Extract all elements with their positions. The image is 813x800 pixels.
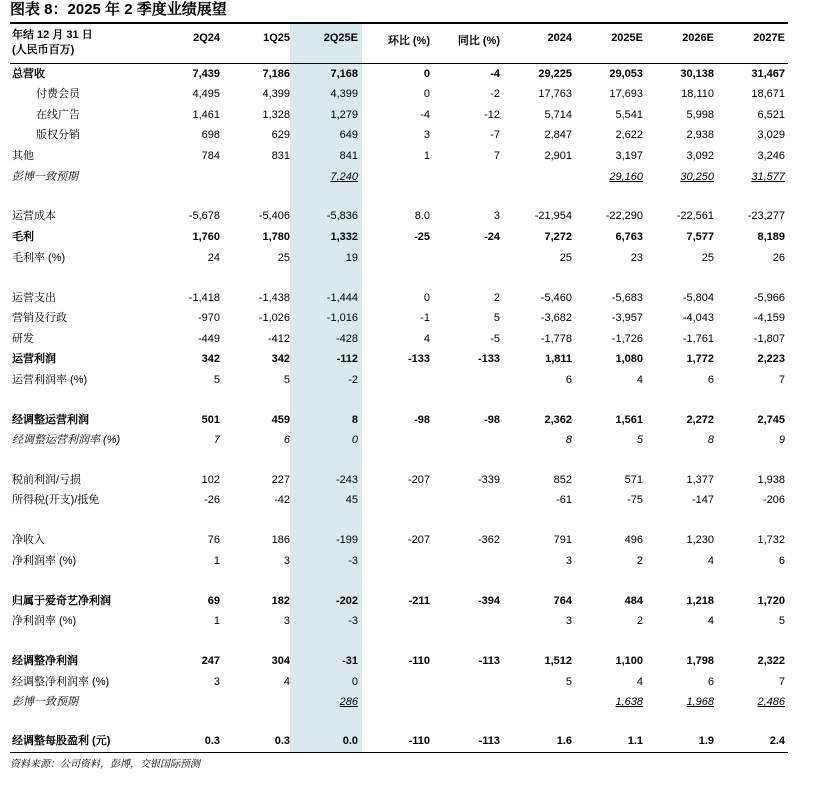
row-label: 运营利润率 (%): [12, 374, 88, 386]
cell-1q25: -1,026: [258, 312, 290, 324]
row-label: 归属于爱奇艺净利润: [12, 595, 111, 607]
cell-2025e: 2: [636, 555, 643, 567]
cell-2q25e: 7,168: [330, 68, 358, 80]
cell-2q25e: -1,444: [326, 292, 358, 304]
cell-1q25: 227: [271, 474, 290, 486]
cell-2026e: 3,092: [686, 150, 714, 162]
row-label: 总营收: [12, 68, 45, 80]
cell-2026e: 6: [707, 374, 714, 386]
cell-2q24: 1,760: [192, 231, 220, 243]
cell-yoy: -113: [478, 735, 500, 747]
cell-2025e: 1,638: [615, 696, 643, 708]
row-label: 净利润率 (%): [12, 615, 77, 627]
cell-1q25: 459: [271, 414, 290, 426]
row-label: 经调整每股盈利 (元): [12, 735, 111, 747]
cell-1q25: 3: [283, 615, 290, 627]
cell-2q25e: 0.0: [342, 735, 358, 747]
cell-2025e: 29,160: [609, 171, 643, 183]
cell-2027e: -23,277: [747, 210, 785, 222]
table-row: [10, 490, 788, 510]
cell-2024: 1,811: [545, 353, 572, 365]
table-row: [10, 410, 788, 430]
cell-2027e: -4,159: [753, 312, 785, 324]
cell-2027e: 1,938: [757, 474, 785, 486]
row-label: 净利润率 (%): [12, 555, 77, 567]
cell-2024: 6: [565, 374, 572, 386]
cell-2024: 7,272: [544, 231, 572, 243]
cell-yoy: 7: [493, 150, 500, 162]
cell-2024: 791: [553, 534, 572, 546]
cell-2024: 2,901: [544, 150, 572, 162]
cell-2024: 2,362: [544, 414, 572, 426]
cell-1q25: 6: [283, 434, 290, 446]
cell-2q24: -26: [204, 494, 220, 506]
cell-2q25e: -243: [335, 474, 358, 486]
cell-2q25e: -2: [348, 374, 358, 386]
cell-2q24: 76: [207, 534, 220, 546]
cell-qoq: -110: [408, 735, 430, 747]
cell-2q25e: -3: [348, 555, 358, 567]
cell-yoy: 3: [493, 210, 500, 222]
cell-2026e: -147: [691, 494, 714, 506]
table-row: [10, 227, 788, 247]
cell-2q25e: 8: [351, 414, 358, 426]
column-header-2q24: 2Q24: [193, 32, 220, 44]
cell-2q25e: -31: [342, 655, 358, 667]
cell-2026e: 25: [701, 252, 714, 264]
row-label: 所得税(开支)/抵免: [12, 494, 100, 506]
cell-2027e: 2,223: [757, 353, 785, 365]
column-header-2027e: 2027E: [753, 32, 785, 44]
cell-2025e: 4: [636, 676, 643, 688]
cell-2024: 3: [565, 615, 572, 627]
cell-yoy: -24: [484, 231, 500, 243]
cell-2q24: 342: [201, 353, 220, 365]
cell-2025e: 4: [636, 374, 643, 386]
cell-2q25e: 1,279: [330, 109, 358, 121]
cell-2q24: 698: [201, 129, 220, 141]
cell-yoy: -339: [477, 474, 500, 486]
cell-2025e: 1,100: [615, 655, 643, 667]
row-label: 营销及行政: [12, 312, 67, 324]
row-label: 付费会员: [36, 88, 80, 100]
cell-2024: 852: [553, 474, 572, 486]
cell-qoq: 0: [423, 88, 430, 100]
table-row: [10, 470, 788, 490]
cell-2025e: 1.1: [627, 735, 643, 747]
cell-qoq: 4: [423, 333, 430, 345]
column-header-yoy: 同比 (%): [457, 35, 500, 47]
row-label: 税前利润/亏损: [12, 474, 82, 486]
cell-2027e: 3,246: [757, 150, 785, 162]
cell-2025e: 23: [630, 252, 643, 264]
cell-2026e: 1,772: [686, 353, 714, 365]
cell-2026e: 1,377: [686, 474, 714, 486]
cell-2027e: 2,486: [757, 696, 785, 708]
cell-2q25e: -428: [335, 333, 358, 345]
cell-2026e: -5,804: [682, 292, 714, 304]
cell-2027e: -1,807: [753, 333, 785, 345]
cell-qoq: 0: [423, 292, 430, 304]
cell-2024: 3: [565, 555, 572, 567]
cell-2026e: 8: [707, 434, 714, 446]
cell-2q25e: 4,399: [330, 88, 358, 100]
cell-2027e: 18,671: [751, 88, 785, 100]
cell-2q25e: -1,016: [326, 312, 358, 324]
cell-2026e: 5,998: [686, 109, 714, 121]
cell-2q25e: 0: [351, 676, 358, 688]
table-row: [10, 288, 788, 308]
cell-1q25: 5: [283, 374, 290, 386]
cell-2024: 764: [553, 595, 572, 607]
cell-2q25e: -199: [335, 534, 358, 546]
cell-2024: -61: [556, 494, 572, 506]
cell-2q25e: 649: [339, 129, 358, 141]
row-label: 经调整运营利润: [12, 414, 89, 426]
cell-yoy: -12: [484, 109, 500, 121]
table-row: [10, 167, 788, 187]
table-row: [10, 349, 788, 369]
cell-2027e: 2,745: [757, 414, 785, 426]
cell-2027e: 31,577: [751, 171, 785, 183]
cell-2025e: -5,683: [611, 292, 643, 304]
cell-2q25e: 45: [345, 494, 358, 506]
row-label: 彭博一致预期: [12, 171, 78, 183]
cell-yoy: -5: [490, 333, 500, 345]
cell-2026e: 1,968: [686, 696, 714, 708]
cell-2025e: -22,290: [605, 210, 643, 222]
cell-2q24: 3: [213, 676, 220, 688]
table-row: [10, 64, 788, 84]
cell-2025e: 3,197: [615, 150, 643, 162]
cell-2q25e: 7,240: [330, 171, 358, 183]
cell-2027e: 2,322: [757, 655, 785, 667]
table-row: [10, 206, 788, 226]
cell-2026e: -4,043: [682, 312, 714, 324]
cell-2027e: 26: [772, 252, 785, 264]
cell-1q25: 7,186: [262, 68, 290, 80]
cell-2026e: 18,110: [681, 88, 714, 100]
cell-2q24: 1,461: [192, 109, 220, 121]
table-row: [10, 591, 788, 611]
cell-1q25: 0.3: [274, 735, 290, 747]
table-row: [10, 146, 788, 166]
cell-2025e: 2,622: [615, 129, 643, 141]
row-label: 运营利润: [12, 353, 56, 365]
cell-1q25: -42: [274, 494, 290, 506]
column-header-2q25e: 2Q25E: [323, 32, 358, 44]
cell-2q25e: -202: [335, 595, 358, 607]
cell-2024: -3,682: [540, 312, 572, 324]
cell-2q25e: -3: [348, 615, 358, 627]
source-note: 资料来源：公司资料，彭博，交银国际预测: [10, 759, 200, 770]
cell-2q24: -449: [197, 333, 220, 345]
cell-2027e: 1,720: [757, 595, 785, 607]
cell-2q24: 7,439: [192, 68, 220, 80]
cell-2027e: 8,189: [757, 231, 785, 243]
cell-2024: -21,954: [534, 210, 572, 222]
table-row: [10, 370, 788, 390]
cell-1q25: -412: [267, 333, 290, 345]
cell-1q25: 831: [271, 150, 290, 162]
cell-2026e: -1,761: [682, 333, 714, 345]
cell-2q24: -1,418: [188, 292, 220, 304]
cell-1q25: 4: [283, 676, 290, 688]
cell-2q25e: 19: [345, 252, 358, 264]
row-label: 在线广告: [36, 109, 80, 121]
cell-2q25e: -5,836: [326, 210, 358, 222]
cell-2026e: 4: [707, 615, 714, 627]
cell-2027e: 5: [778, 615, 785, 627]
row-label: 彭博一致预期: [12, 696, 78, 708]
cell-1q25: 186: [271, 534, 290, 546]
cell-yoy: -133: [477, 353, 500, 365]
cell-1q25: 629: [271, 129, 290, 141]
cell-2q25e: -112: [336, 353, 358, 365]
row-label: 经调整运营利润率 (%): [12, 434, 121, 446]
cell-2026e: 1.9: [698, 735, 714, 747]
cell-2027e: 6,521: [757, 109, 785, 121]
cell-2026e: 6: [707, 676, 714, 688]
cell-yoy: 5: [493, 312, 500, 324]
cell-2024: 1.6: [556, 735, 572, 747]
cell-2025e: -3,957: [611, 312, 643, 324]
row-label: 经调整净利润: [12, 655, 78, 667]
cell-yoy: -2: [490, 88, 500, 100]
title-divider: [10, 22, 788, 24]
cell-2q24: 247: [201, 655, 220, 667]
cell-qoq: -207: [407, 534, 430, 546]
row-label: 其他: [12, 150, 34, 162]
cell-2025e: 1,080: [615, 353, 643, 365]
cell-2025e: 1,561: [615, 414, 643, 426]
cell-2027e: 2.4: [769, 735, 785, 747]
cell-yoy: -362: [477, 534, 500, 546]
cell-yoy: -7: [490, 129, 500, 141]
column-header-2025e: 2025E: [611, 32, 643, 44]
cell-2027e: 7: [778, 374, 785, 386]
cell-2027e: 3,029: [757, 129, 785, 141]
cell-qoq: -98: [414, 414, 430, 426]
column-header-qoq: 环比 (%): [387, 35, 430, 47]
cell-qoq: -25: [414, 231, 430, 243]
cell-2q24: 102: [201, 474, 220, 486]
header-label-unit: (人民币百万): [12, 44, 75, 56]
cell-2q24: 784: [201, 150, 220, 162]
table-row: [10, 731, 788, 751]
table-row: [10, 308, 788, 328]
cell-qoq: 0: [423, 68, 430, 80]
cell-1q25: 4,399: [262, 88, 290, 100]
cell-2q24: 7: [213, 434, 220, 446]
row-label: 运营支出: [12, 292, 56, 304]
cell-2025e: 6,763: [615, 231, 643, 243]
table-row: [10, 125, 788, 145]
cell-2027e: -206: [762, 494, 785, 506]
row-label: 毛利率 (%): [12, 252, 66, 264]
row-label: 研发: [12, 333, 34, 345]
cell-qoq: -133: [407, 353, 430, 365]
table-row: [10, 248, 788, 268]
cell-2027e: -5,966: [753, 292, 785, 304]
cell-2q24: 0.3: [204, 735, 220, 747]
cell-qoq: 3: [423, 129, 430, 141]
cell-1q25: 182: [271, 595, 290, 607]
cell-2025e: 484: [624, 595, 643, 607]
cell-1q25: 1,780: [262, 231, 290, 243]
cell-2024: 8: [565, 434, 572, 446]
cell-2q25e: 1,332: [330, 231, 358, 243]
cell-2027e: 6: [778, 555, 785, 567]
cell-yoy: 2: [493, 292, 500, 304]
cell-yoy: -4: [490, 68, 500, 80]
table-row: [10, 430, 788, 450]
table-row: [10, 84, 788, 104]
cell-1q25: 25: [277, 252, 290, 264]
cell-yoy: -98: [484, 414, 500, 426]
cell-2q24: -5,678: [188, 210, 220, 222]
cell-2027e: 9: [778, 434, 785, 446]
cell-2024: 1,512: [544, 655, 572, 667]
cell-2025e: 496: [624, 534, 643, 546]
cell-2026e: 30,250: [680, 171, 714, 183]
cell-2026e: 4: [707, 555, 714, 567]
cell-qoq: -4: [420, 109, 430, 121]
cell-1q25: -1,438: [258, 292, 290, 304]
cell-2q24: 5: [213, 374, 220, 386]
cell-2024: 2,847: [544, 129, 572, 141]
table-row: [10, 672, 788, 692]
cell-2024: 5: [565, 676, 572, 688]
cell-qoq: 1: [423, 150, 430, 162]
page-title: 图表 8：2025 年 2 季度业绩展望: [10, 1, 227, 18]
cell-2026e: 30,138: [680, 68, 714, 80]
cell-2q24: -970: [197, 312, 220, 324]
cell-2025e: 17,693: [609, 88, 643, 100]
table-row: [10, 651, 788, 671]
cell-2026e: 1,798: [686, 655, 714, 667]
cell-2026e: 2,272: [686, 414, 714, 426]
cell-1q25: 342: [271, 353, 290, 365]
cell-qoq: -211: [408, 595, 430, 607]
cell-2027e: 1,732: [757, 534, 785, 546]
cell-2025e: 2: [636, 615, 643, 627]
column-header-2024: 2024: [547, 32, 572, 44]
cell-2024: -5,460: [540, 292, 572, 304]
cell-qoq: -110: [408, 655, 430, 667]
cell-2026e: 7,577: [686, 231, 714, 243]
table-header: [10, 28, 788, 64]
cell-2026e: 1,230: [686, 534, 714, 546]
cell-2024: -1,778: [540, 333, 572, 345]
cell-2q24: 1: [213, 555, 220, 567]
cell-2q25e: 286: [339, 696, 358, 708]
table-row: [10, 329, 788, 349]
cell-2q24: 69: [207, 595, 220, 607]
cell-2026e: 1,218: [686, 595, 714, 607]
cell-1q25: 3: [283, 555, 290, 567]
cell-yoy: -113: [478, 655, 500, 667]
cell-1q25: 1,328: [262, 109, 290, 121]
cell-2q24: 24: [207, 252, 220, 264]
row-label: 经调整净利润率 (%): [12, 676, 110, 688]
cell-2025e: -75: [627, 494, 643, 506]
cell-qoq: 8.0: [414, 210, 430, 222]
cell-2q24: 4,495: [192, 88, 220, 100]
header-label-year-end: 年结 12 月 31 日: [12, 29, 93, 41]
cell-2026e: -22,561: [676, 210, 714, 222]
cell-2q24: 501: [201, 414, 220, 426]
cell-2025e: 29,053: [609, 68, 643, 80]
row-label: 毛利: [12, 231, 34, 243]
cell-2q25e: 0: [351, 434, 358, 446]
cell-2q25e: 841: [339, 150, 358, 162]
row-label: 运营成本: [12, 210, 56, 222]
cell-2024: 17,763: [538, 88, 572, 100]
cell-2025e: 5,541: [615, 109, 643, 121]
cell-2027e: 7: [778, 676, 785, 688]
cell-2025e: -1,726: [611, 333, 643, 345]
table-row: [10, 105, 788, 125]
cell-2q24: 1: [213, 615, 220, 627]
cell-2024: 25: [559, 252, 572, 264]
cell-2024: 29,225: [538, 68, 572, 80]
cell-1q25: 304: [271, 655, 290, 667]
cell-qoq: -1: [420, 312, 430, 324]
cell-2025e: 5: [636, 434, 643, 446]
table-bottom-divider: [10, 752, 788, 753]
column-header-1q25: 1Q25: [263, 32, 290, 44]
table-row: [10, 692, 788, 712]
row-label: 净收入: [12, 534, 45, 546]
cell-yoy: -394: [477, 595, 500, 607]
cell-2026e: 2,938: [686, 129, 714, 141]
cell-2025e: 571: [624, 474, 643, 486]
table-row: [10, 530, 788, 550]
column-header-2026e: 2026E: [682, 32, 714, 44]
table-row: [10, 551, 788, 571]
cell-qoq: -207: [407, 474, 430, 486]
cell-1q25: -5,406: [258, 210, 290, 222]
table-row: [10, 611, 788, 631]
cell-2027e: 31,467: [751, 68, 785, 80]
cell-2024: 5,714: [544, 109, 572, 121]
row-label: 版权分销: [36, 129, 80, 141]
